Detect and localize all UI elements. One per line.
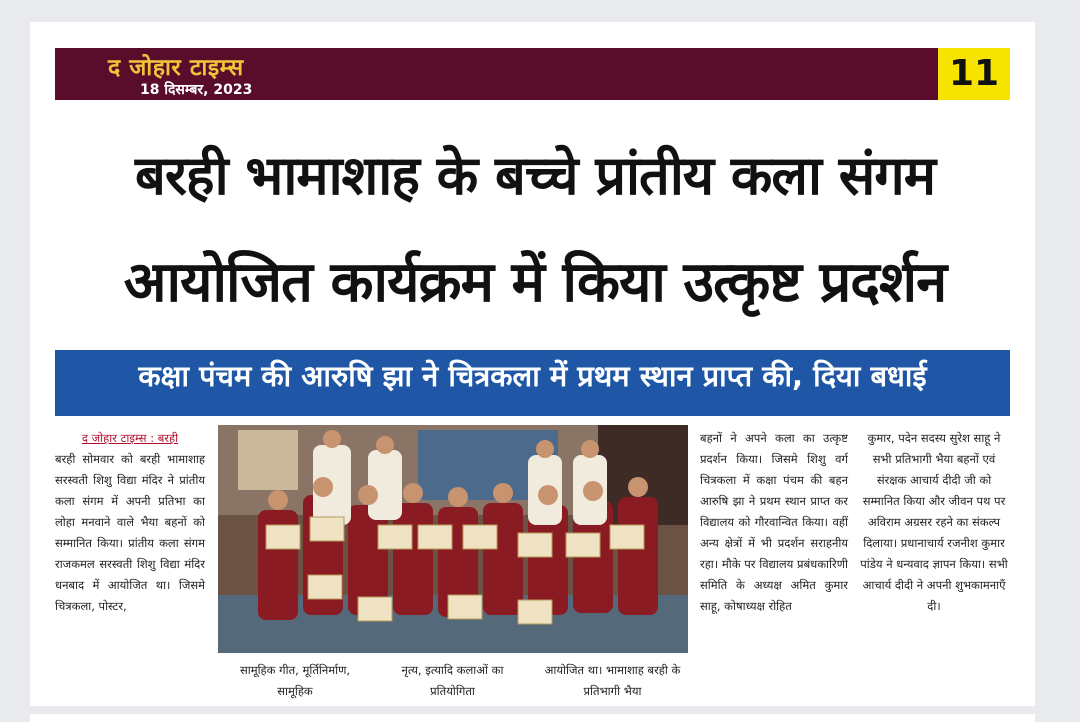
group-photo-illustration bbox=[218, 425, 688, 653]
page-number-badge: 11 bbox=[938, 48, 1010, 100]
newspaper-name: द जोहार टाइम्स bbox=[108, 55, 244, 81]
column-5-text: बहनों ने अपने कला का उत्कृष्ट प्रदर्शन किया। जिसमे शिशु वर्ग चित्रकला में कक्षा पंचम की बहन आरुषि झा ने प्रथम स्थान प्राप्त कर विद्यालय को गौरवान्वित किया। वहीं अन्य क्षेत्रों में भी प्रदर्शन सराहनीय रहा। मौके पर विद्यालय प्रबंधकारिणी समिति के अध्यक्ष अमित कुमार साहू, कोषाध्यक्ष रोहित bbox=[700, 431, 848, 613]
column-2-text: सामूहिक गीत, मूर्तिनिर्माण, सामूहिक bbox=[239, 663, 351, 698]
column-1-text: बरही सोमवार को बरही भामाशाह सरस्वती शिशु विद्या मंदिर ने प्रांतीय कला संगम में अपनी प्रतिभा का लोहा मनवाने वाले भैया बहनों को सम्मानित किया। प्रांतीय कला संगम राजकमल सरस्वती शिशु विद्या मंदिर धनबाद में आयोजित था। जिसमे चित्रकला, पोस्टर, bbox=[55, 452, 205, 613]
column-4-text: आयोजित था। भामाशाह बरही के प्रतिभागी भैया bbox=[544, 663, 681, 698]
column-3-text: नृत्य, इत्यादि कलाओं का प्रतियोगिता bbox=[401, 663, 504, 698]
page-bottom-edge bbox=[0, 706, 1080, 714]
column-6-text: कुमार, पदेन सदस्य सुरेश साहू ने सभी प्रतिभागी भैया बहनों एवं संरक्षक आचार्य दीदी जी को सम्मानित किया और जीवन पथ पर अविराम अग्रसर रहने का संकल्प दिलाया। प्रधानाचार्य रजनीश कुमार पांडेय ने धन्यवाद ज्ञापन किया। सभी आचार्य दीदी ने अपनी शुभकामनाएँ दी। bbox=[860, 431, 1008, 613]
article-column-1 bbox=[55, 428, 205, 617]
group-photo bbox=[218, 425, 688, 653]
subheadline: कक्षा पंचम की आरुषि झा ने चित्रकला में प्रथम स्थान प्राप्त की, दिया बधाई bbox=[138, 359, 927, 393]
headline-line-2: आयोजित कार्यक्रम में किया उत्कृष्ट प्रदर्शन bbox=[123, 250, 947, 315]
dateline: द जोहार टाइम्स : बरही bbox=[81, 431, 179, 445]
headline-line-1: बरही भामाशाह के बच्चे प्रांतीय कला संगम bbox=[134, 144, 935, 207]
edition-date: 18 दिसम्बर, 2023 bbox=[140, 82, 253, 98]
